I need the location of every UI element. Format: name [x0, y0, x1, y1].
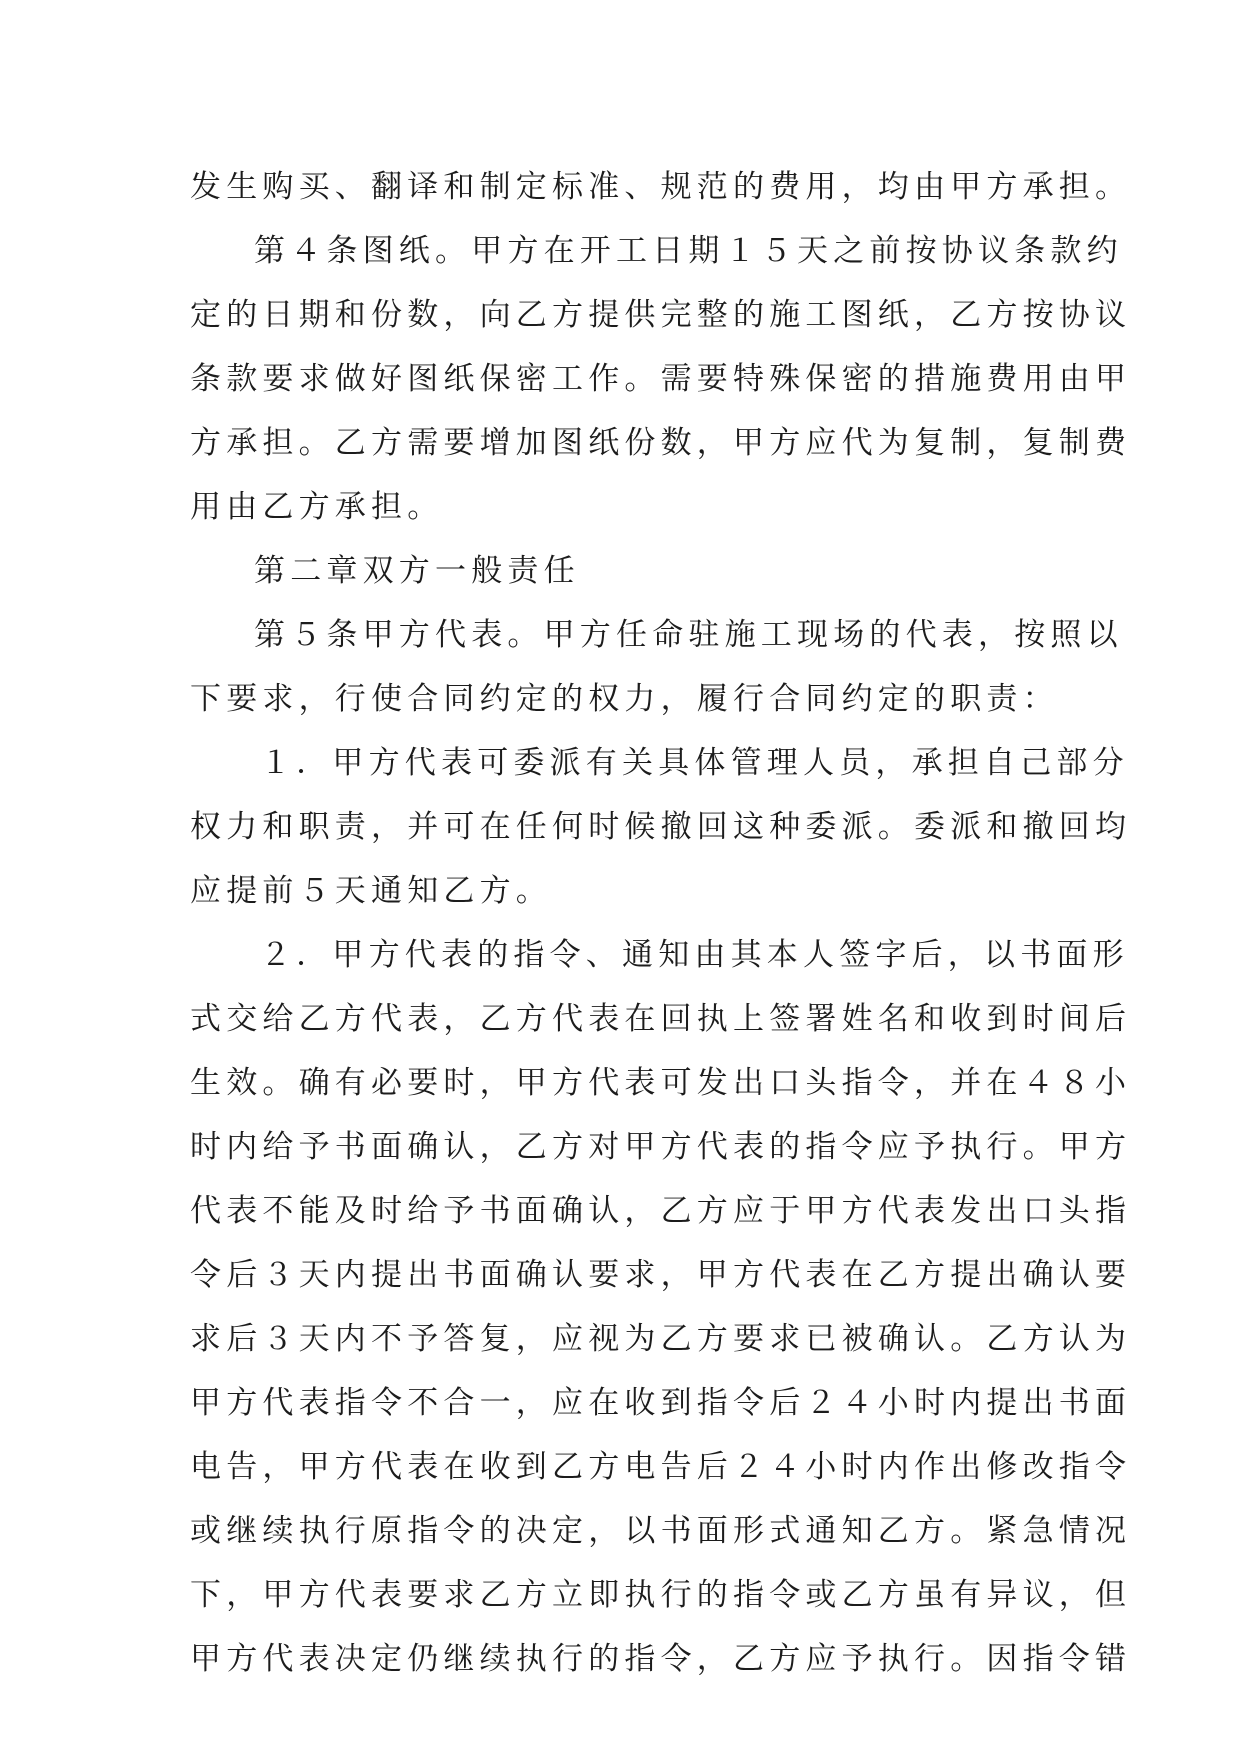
- list-item-line: 式交给乙方代表，乙方代表在回执上签署姓名和收到时间后: [190, 1001, 1132, 1037]
- list-item-line: 下，甲方代表要求乙方立即执行的指令或乙方虽有异议，但: [190, 1577, 1132, 1613]
- paragraph-line: 用由乙方承担。: [190, 489, 444, 525]
- paragraph-line: 发生购买、翻译和制定标准、规范的费用，均由甲方承担。: [190, 169, 1132, 205]
- paragraph-line: 下要求，行使合同约定的权力，履行合同约定的职责：: [190, 681, 1059, 717]
- paragraph-line: 方承担。乙方需要增加图纸份数，甲方应代为复制，复制费: [190, 425, 1132, 461]
- paragraph-line: 条款要求做好图纸保密工作。需要特殊保密的措施费用由甲: [190, 361, 1132, 397]
- paragraph-line: 定的日期和份数，向乙方提供完整的施工图纸，乙方按协议: [190, 297, 1132, 333]
- list-item-line: 生效。确有必要时，甲方代表可发出口头指令，并在４８小: [190, 1065, 1132, 1101]
- list-item-line: １．甲方代表可委派有关具体管理人员，承担自己部分: [260, 745, 1129, 781]
- list-item-line: 电告，甲方代表在收到乙方电告后２４小时内作出修改指令: [190, 1449, 1132, 1485]
- list-item-line: 求后３天内不予答复，应视为乙方要求已被确认。乙方认为: [190, 1321, 1132, 1357]
- paragraph-line: 第５条甲方代表。甲方任命驻施工现场的代表，按照以: [254, 617, 1123, 653]
- list-item-line: 代表不能及时给予书面确认，乙方应于甲方代表发出口头指: [190, 1193, 1132, 1229]
- list-item-line: 或继续执行原指令的决定，以书面形式通知乙方。紧急情况: [190, 1513, 1132, 1549]
- list-item-line: 令后３天内提出书面确认要求，甲方代表在乙方提出确认要: [190, 1257, 1132, 1293]
- list-item-line: 权力和职责，并可在任何时候撤回这种委派。委派和撤回均: [190, 809, 1132, 845]
- list-item-line: ２．甲方代表的指令、通知由其本人签字后，以书面形: [260, 937, 1129, 973]
- paragraph-line: 第４条图纸。甲方在开工日期１５天之前按协议条款约: [254, 233, 1123, 269]
- list-item-line: 甲方代表决定仍继续执行的指令，乙方应予执行。因指令错: [190, 1641, 1132, 1677]
- list-item-line: 甲方代表指令不合一，应在收到指令后２４小时内提出书面: [190, 1385, 1132, 1421]
- list-item-line: 应提前５天通知乙方。: [190, 873, 552, 909]
- document-body: [190, 155, 1132, 1691]
- chapter-heading: 第二章双方一般责任: [254, 553, 580, 589]
- list-item-line: 时内给予书面确认，乙方对甲方代表的指令应予执行。甲方: [190, 1129, 1132, 1165]
